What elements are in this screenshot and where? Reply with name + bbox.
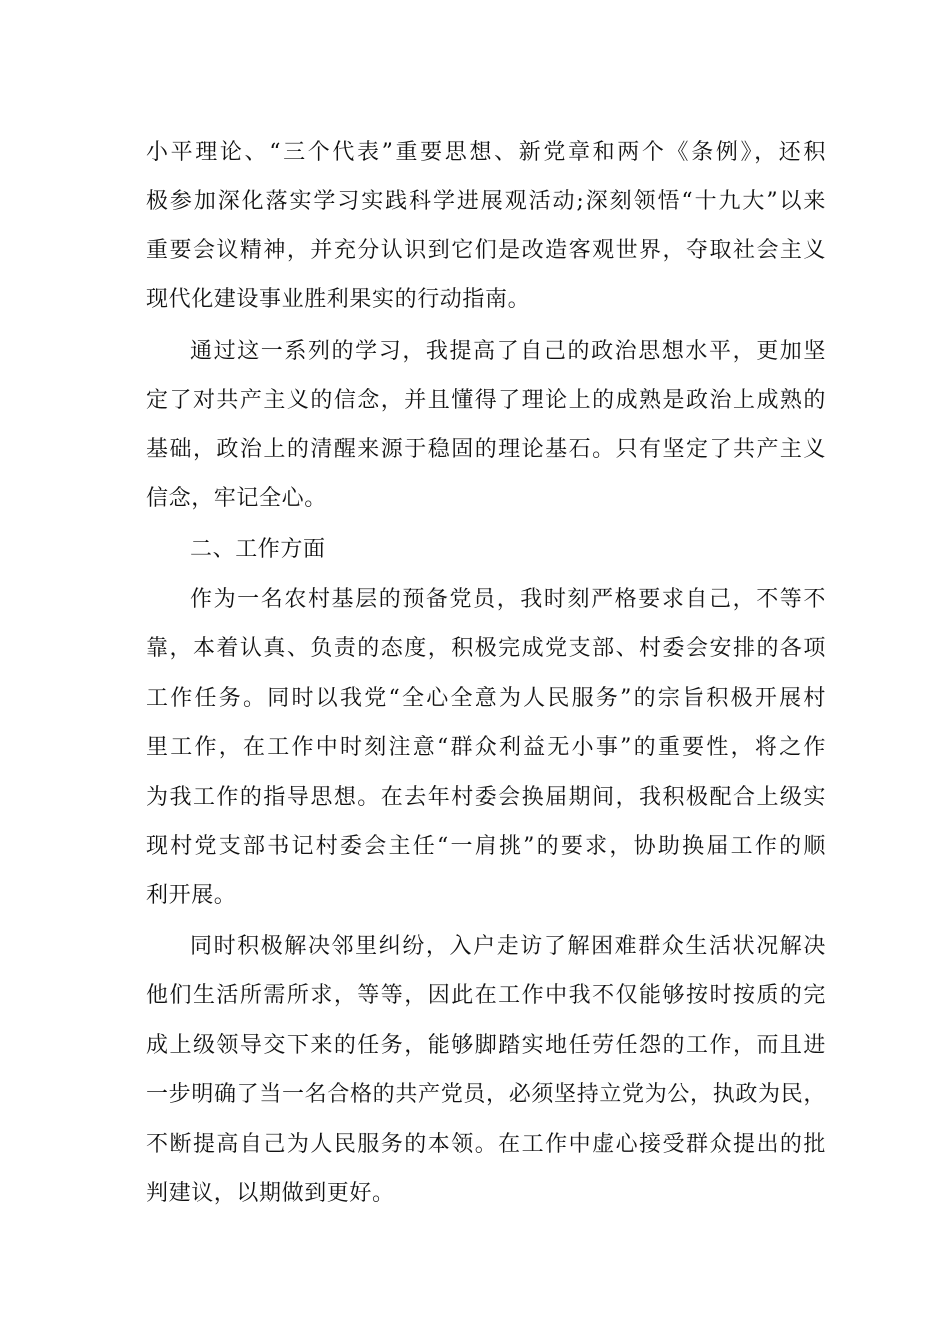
paragraph-4-line-3: 成上级领导交下来的任务，能够脚踏实地任劳任怨的工作，而且进	[146, 1033, 826, 1058]
paragraph-3-line-2: 靠，本着认真、负责的态度，积极完成党支部、村委会安排的各项	[146, 636, 826, 661]
paragraph-3-line-7: 利开展。	[146, 883, 237, 908]
paragraph-3-line-1: 作为一名农村基层的预备党员，我时刻严格要求自己，不等不	[190, 587, 826, 612]
paragraph-3-line-3: 工作任务。同时以我党“全心全意为人民服务”的宗旨积极开展村	[146, 686, 826, 711]
paragraph-1-line-4: 现代化建设事业胜利果实的行动指南。	[146, 287, 531, 312]
paragraph-4-line-1: 同时积极解决邻里纠纷，入户走访了解困难群众生活状况解决	[190, 934, 826, 959]
paragraph-2-line-3: 基础，政治上的清醒来源于稳固的理论基石。只有坚定了共产主义	[146, 437, 826, 462]
paragraph-3-line-6: 现村党支部书记村委会主任“一肩挑”的要求，协助换届工作的顺	[146, 834, 826, 859]
paragraph-1-line-1: 小平理论、“三个代表”重要思想、新党章和两个《条例》，还积	[146, 140, 826, 165]
paragraph-1-line-3: 重要会议精神，并充分认识到它们是改造客观世界，夺取社会主义	[146, 238, 826, 263]
paragraph-2-line-2: 定了对共产主义的信念，并且懂得了理论上的成熟是政治上成熟的	[146, 388, 826, 413]
paragraph-4-line-6: 判建议，以期做到更好。	[146, 1181, 395, 1206]
paragraph-3-line-4: 里工作，在工作中时刻注意“群众利益无小事”的重要性，将之作	[146, 735, 826, 760]
paragraph-4-line-4: 一步明确了当一名合格的共产党员，必须坚持立党为公，执政为民，	[146, 1082, 826, 1107]
paragraph-3-line-5: 为我工作的指导思想。在去年村委会换届期间，我积极配合上级实	[146, 785, 826, 810]
paragraph-2-line-4: 信念，牢记全心。	[146, 486, 327, 511]
section-heading-work: 二、工作方面	[190, 537, 326, 562]
paragraph-1-line-2: 极参加深化落实学习实践科学进展观活动;深刻领悟“十九大”以来	[146, 189, 826, 214]
paragraph-4-line-5: 不断提高自己为人民服务的本领。在工作中虚心接受群众提出的批	[146, 1132, 826, 1157]
paragraph-2-line-1: 通过这一系列的学习，我提高了自己的政治思想水平，更加坚	[190, 339, 826, 364]
paragraph-4-line-2: 他们生活所需所求，等等，因此在工作中我不仅能够按时按质的完	[146, 983, 826, 1008]
